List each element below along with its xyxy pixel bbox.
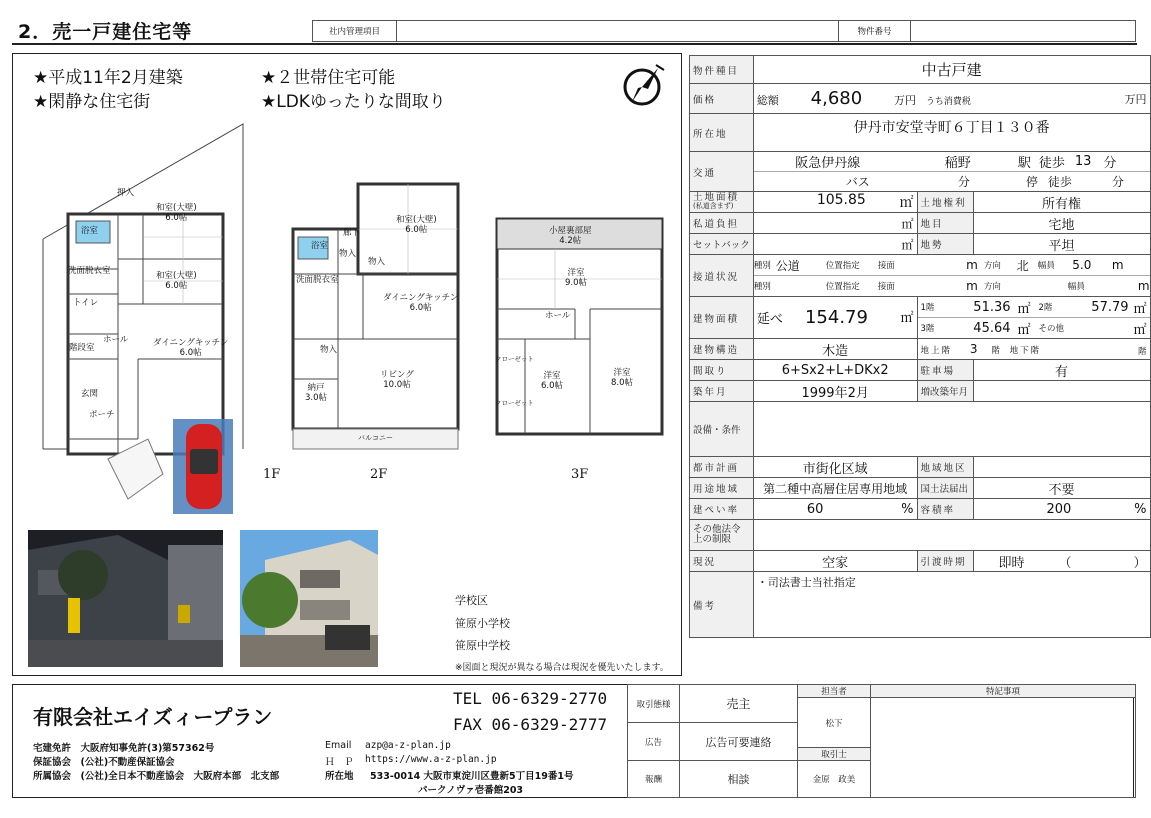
building-area-label: 建物面積 [690, 297, 754, 339]
room-1f-washitsu-a: 和室(大壁) 6.0帖 [156, 203, 197, 223]
total-floor-cell [753, 297, 917, 339]
parking-value: 有 [973, 360, 1150, 381]
setback-unit: ㎡ [753, 234, 917, 255]
room-3f-closet-b: クローゼット [495, 399, 534, 407]
floor-label-3f: 3F [571, 467, 589, 482]
fee-value: 相談 [680, 761, 798, 798]
stop-unit: 分 [1111, 175, 1124, 189]
catch-1b: ★２世帯住宅可能 [261, 68, 396, 88]
road-front-unit: m [966, 258, 978, 272]
f3-value: 45.64 [973, 320, 1011, 336]
width-label: 幅員 [1037, 261, 1055, 271]
school-elementary: 笹原小学校 [455, 617, 510, 630]
floor-breakdown-cell [917, 297, 1150, 339]
staff-value: 松下 [798, 698, 871, 748]
above-value: 3 [969, 341, 978, 356]
station-suffix: 駅 [1017, 156, 1031, 171]
mgmt-label: 社内管理項目 [313, 21, 397, 42]
hp[interactable]: https://www.a-z-plan.jp [365, 754, 497, 765]
bcr-cell [753, 499, 917, 520]
addr2: パークノヴァ壱番館203 [418, 785, 524, 796]
catch-1a: ★平成11年2月建築 [33, 68, 183, 88]
price-cell [753, 84, 1150, 114]
fee-label: 報酬 [628, 761, 680, 798]
room-1f-hall: ホール [103, 335, 129, 345]
deal-label: 取引態様 [628, 685, 680, 723]
photo-exterior-night [28, 530, 223, 667]
total-floor-label: 延べ [756, 312, 783, 327]
structure-label: 建物構造 [690, 339, 754, 360]
road2-front-label: 接面 [877, 282, 895, 292]
property-no-value [911, 21, 1136, 42]
floor-label-1f: 1F [263, 467, 281, 482]
school-district-label: 学校区 [455, 594, 488, 607]
remarks-value: ・司法書士当社指定 [753, 572, 1150, 638]
license: 宅建免許 大阪府知事免許(3)第57362号 [33, 743, 215, 754]
property-details-table [689, 55, 1151, 638]
parking-label: 駐車場 [917, 360, 973, 381]
total-floor-value: 154.79 [804, 307, 868, 328]
ad-label: 広告 [628, 723, 680, 761]
land-right-label: 土地権利 [917, 192, 973, 213]
room-2f-bath: 浴室 [311, 241, 329, 251]
renov-value [973, 381, 1150, 402]
hp-label: Ｈ Ｐ [325, 757, 354, 768]
land-right-value: 所有権 [973, 192, 1150, 213]
direction-value: 北 [1016, 258, 1029, 273]
room-1f-bath: 浴室 [81, 226, 99, 236]
tax-unit: 万円 [1124, 93, 1147, 106]
road2-front-unit: m [966, 279, 978, 293]
land-area-label: 土地面積 (私道含まず) [690, 192, 754, 213]
room-3f-closet-a: クローゼット [495, 355, 534, 363]
transport-label: 交通 [690, 152, 754, 192]
road2-width-label: 幅員 [1067, 282, 1085, 292]
price-total-label: 総額 [756, 94, 779, 107]
tax-label: うち消費税 [925, 97, 971, 107]
land-area-value: 105.85 [816, 192, 866, 208]
photo-exterior-day [240, 530, 378, 667]
chisei-value: 平坦 [973, 234, 1150, 255]
other-limit-label: その他法令上の制限 [690, 520, 754, 551]
fax: FAX 06-6329-2777 [453, 715, 608, 734]
below-label: 地下階 [1009, 345, 1042, 356]
room-3f-youshitsu-b: 洋室 6.0帖 [541, 371, 564, 391]
mgmt-value [397, 21, 839, 42]
page-title: 2．売一戸建住宅等 [18, 21, 193, 43]
agent-value: 金原 政美 [798, 761, 871, 798]
address-label: 所在地 [690, 114, 754, 152]
room-1f-oshiire: 押入 [117, 188, 135, 198]
zoning-label: 用途地域 [690, 478, 754, 499]
ad-value: 広告可要連絡 [680, 723, 798, 761]
room-1f-porch: ポーチ [89, 410, 115, 420]
land-area-cell [753, 192, 917, 213]
land-law-label: 国土法届出 [917, 478, 973, 499]
road2-direction-label: 方向 [983, 282, 1001, 292]
remarks-label: 備考 [690, 572, 754, 638]
status-value: 空家 [753, 551, 917, 572]
left-panel [12, 53, 682, 676]
chisei-label: 地勢 [917, 234, 973, 255]
structure-value: 木造 [753, 339, 917, 360]
room-1f-washroom: 洗面脱衣室 [68, 266, 111, 276]
other-floor-unit: ㎡ [1133, 322, 1147, 338]
f1-unit: ㎡ [1017, 301, 1031, 317]
built-label: 築年月 [690, 381, 754, 402]
email-label: Email [325, 740, 352, 751]
room-2f-storage-a: 物入 [339, 249, 357, 259]
email[interactable]: azp@a-z-plan.jp [365, 740, 451, 751]
private-road-unit: ㎡ [753, 213, 917, 234]
district-value [973, 457, 1150, 478]
f1-label: 1階 [920, 303, 935, 313]
f2-value: 57.79 [1091, 299, 1129, 315]
deal-value: 売主 [680, 685, 798, 723]
addr: 533-0014 大阪市東淀川区豊新5丁目19番1号 [370, 771, 574, 782]
school-junior: 笹原中学校 [455, 639, 510, 652]
floorplan-2f [288, 179, 468, 454]
far-label: 容積率 [917, 499, 973, 520]
address-value: 伊丹市安堂寺町６丁目１３０番 [753, 114, 1150, 152]
chimoku-label: 地目 [917, 213, 973, 234]
chimoku-value: 宅地 [973, 213, 1150, 234]
status-label: 現況 [690, 551, 754, 572]
other-limit-value [753, 520, 1150, 551]
price-value: 4,680 [810, 88, 863, 109]
tel: TEL 06-6329-2770 [453, 689, 608, 708]
road-cell [753, 255, 1150, 297]
road2-pos-label: 位置指定 [825, 282, 860, 292]
road-front-label: 接面 [877, 261, 895, 271]
room-2f-dk: ダイニングキッチン 6.0帖 [383, 293, 459, 313]
bcr-label: 建ぺい率 [690, 499, 754, 520]
room-1f-washitsu-b: 和室(大壁) 6.0帖 [156, 271, 197, 291]
handover-label: 引渡時期 [917, 551, 973, 572]
above-unit: 階 [991, 345, 1000, 356]
association: 所属協会 (公社)全日本不動産協会 大阪府本部 北支部 [33, 771, 280, 782]
type-value: 中古戸建 [753, 56, 1150, 84]
handover-cell: 即時 （ ） [973, 551, 1150, 572]
built-value: 1999年2月 [753, 381, 917, 402]
equip-label: 設備・条件 [690, 402, 754, 457]
room-2f-corridor: 廊下 [343, 228, 361, 238]
room-3f-hall: ホール [545, 311, 571, 321]
f2-unit: ㎡ [1133, 301, 1147, 317]
layout-value: 6+Sx2+L+DKx2 [753, 360, 917, 381]
land-law-value: 不要 [973, 478, 1150, 499]
title-underline [12, 43, 1137, 45]
layout-label: 間取り [690, 360, 754, 381]
price-unit: 万円 [894, 94, 916, 107]
bus-label: バス [845, 175, 870, 189]
handover-value: 即時 [998, 555, 1025, 571]
floors-cell [917, 339, 1150, 360]
bus-unit: 分 [957, 175, 970, 189]
road2-width-unit: m [1137, 279, 1150, 293]
width-value: 5.0 [1072, 258, 1092, 272]
stop-walk-label: 徒歩 [1047, 175, 1072, 189]
width-unit: m [1111, 258, 1124, 272]
far-unit: % [1134, 501, 1147, 517]
zoning-value: 第二種中高層住居専用地域 [753, 478, 917, 499]
road2-kind-label: 種別 [753, 282, 771, 292]
catch-2b: ★LDKゆったりな間取り [261, 92, 446, 112]
room-2f-balcony: バルコニー [358, 434, 393, 442]
floor-label-2f: 2F [370, 467, 388, 482]
private-road-label: 私道負担 [690, 213, 754, 234]
land-area-unit: ㎡ [899, 195, 914, 211]
walk-minutes: 13 [1074, 154, 1092, 169]
disclaimer-note: ※図面と現況が異なる場合は現況を優先いたします。 [455, 663, 669, 673]
bcr-unit: % [901, 501, 914, 517]
room-2f-storage-c: 物入 [320, 345, 338, 355]
staff-label: 担当者 [798, 685, 871, 698]
property-no-label: 物件番号 [839, 21, 911, 42]
bcr-value: 60 [806, 501, 824, 517]
f2-label: 2階 [1038, 303, 1053, 313]
far-cell [973, 499, 1150, 520]
room-1f-dk: ダイニングキッチン 6.0帖 [153, 338, 229, 358]
city-plan-value: 市街化区域 [753, 457, 917, 478]
company-name: 有限会社エイズィープラン [33, 705, 273, 729]
agent-label: 取引士 [798, 748, 871, 761]
room-3f-youshitsu-a: 洋室 9.0帖 [565, 268, 588, 288]
catch-2a: ★閑静な住宅街 [33, 92, 151, 112]
road-kind-label: 種別 [753, 261, 771, 271]
type-label: 物件種目 [690, 56, 754, 84]
room-2f-living: リビング 10.0帖 [380, 370, 414, 390]
city-plan-label: 都市計画 [690, 457, 754, 478]
stop-label: 停 [1025, 175, 1038, 189]
total-floor-unit: ㎡ [900, 311, 914, 326]
special-value [871, 698, 1136, 798]
room-3f-youshitsu-c: 洋室 8.0帖 [611, 368, 634, 388]
room-2f-washroom: 洗面脱衣室 [296, 275, 339, 285]
price-label: 価格 [690, 84, 754, 114]
setback-label: セットバック [690, 234, 754, 255]
district-label: 地域地区 [917, 457, 973, 478]
room-1f-stairs: 階段室 [69, 343, 95, 353]
room-2f-washitsu: 和室(大壁) 6.0帖 [396, 215, 437, 235]
far-value: 200 [1046, 501, 1072, 517]
above-label: 地上階 [920, 345, 953, 356]
management-table [312, 20, 1136, 42]
renov-label: 増改築年月 [917, 381, 973, 402]
addr-label: 所在地 [325, 771, 354, 782]
f1-value: 51.36 [973, 299, 1011, 315]
below-unit: 階 [1138, 346, 1147, 357]
guarantee: 保証協会 (公社)不動産保証協会 [33, 757, 175, 768]
room-2f-nando: 納戸 3.0帖 [305, 383, 328, 403]
equip-value [753, 402, 1150, 457]
room-1f-toilet: トイレ [73, 298, 99, 308]
other-floor-label: その他 [1038, 324, 1065, 334]
footer-panel [12, 684, 1134, 798]
room-1f-entrance: 玄関 [81, 389, 99, 399]
room-2f-storage-b: 物入 [368, 257, 386, 267]
road-kind-value: 公道 [775, 258, 800, 273]
transaction-table [627, 684, 1136, 798]
compass-icon [618, 62, 668, 108]
special-label: 特記事項 [871, 685, 1136, 698]
road-pos-label: 位置指定 [825, 261, 860, 271]
f3-label: 3階 [920, 324, 935, 334]
road-label: 接道状況 [690, 255, 754, 297]
room-3f-loft: 小屋裏部屋 4.2帖 [549, 226, 592, 246]
transport-cell [753, 152, 1150, 192]
walk-unit: 分 [1103, 156, 1117, 171]
train-line: 阪急伊丹線 [795, 156, 861, 171]
floorplan-1f [38, 119, 253, 519]
direction-label: 方向 [983, 261, 1001, 271]
walk-label: 徒歩 [1038, 156, 1065, 171]
f3-unit: ㎡ [1017, 322, 1031, 338]
station-name: 稲野 [944, 156, 971, 171]
